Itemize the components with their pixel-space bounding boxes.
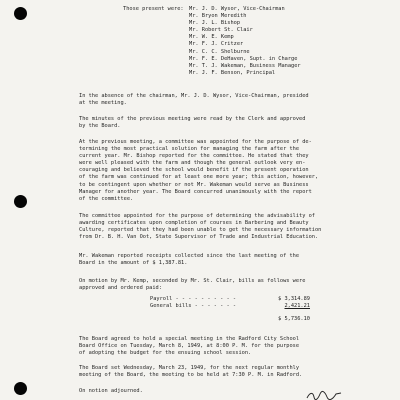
text-line: Board in the amount of $ 1,387.81. <box>79 260 188 267</box>
text-line: The committee appointed for the purpose of determining the advisability of <box>79 213 315 219</box>
paragraph-absence <box>79 93 379 107</box>
attendees-label: Those present were: <box>123 6 184 12</box>
bill-label: General bills - - - - - - - <box>150 303 237 310</box>
text-line: of adopting the budget for the ensuing school session. <box>79 350 252 357</box>
text-line: Manager for another year. The Board concurred unanimously with the report <box>79 188 312 195</box>
attendee-name: Mr. F. E. DeHaven, Supt. in Charge <box>189 55 298 62</box>
paragraph-next-meeting <box>79 365 379 379</box>
punch-hole-top <box>14 7 27 20</box>
text-line: by the Board. <box>79 123 121 130</box>
bill-row-total <box>150 316 310 323</box>
text-line: couraging and believed the school would benefit if the present operation <box>79 167 309 174</box>
text-line: At the previous meeting, a committee was appointed for the purpose of de- <box>79 139 312 145</box>
text-line: On notion adjourned. <box>79 388 143 394</box>
bill-amount: $ 3,314.89 <box>278 296 310 302</box>
text-line: Mr. Wakeman reported receipts collected since the last meeting of the <box>79 253 300 259</box>
paragraph-farm-committee <box>79 139 379 203</box>
attendee-name: Mr. T. J. Wakeman, Business Manager <box>189 62 301 69</box>
text-line: meeting of the Board, the meeting to be held at 7:30 P. M. in Radford. <box>79 372 303 379</box>
bill-label: Payroll - - - - - - - - - - <box>150 296 237 302</box>
text-line: of the farm was continued for at least one more year; this action, however, <box>79 174 319 181</box>
text-line: current year. Mr. Bishop reported for the committee. He stated that they <box>79 153 309 160</box>
text-line: Board Office on Tuesday, March 8, 1949, at 8:00 P. M. for the purpose <box>79 343 300 350</box>
attendees-list <box>189 6 301 77</box>
attendee-name: Mr. J. L. Bishop <box>189 20 241 27</box>
attendee-name: Mr. Robert St. Clair <box>189 27 253 34</box>
bill-row-payroll <box>150 296 310 303</box>
attendees-block <box>123 6 301 77</box>
text-line: awarding certificates upon completion of courses in Barbering and Beauty <box>79 220 309 227</box>
paragraph-minutes <box>79 116 379 130</box>
text-line: Culture, reported that they had been unable to get the necessary information <box>79 227 322 234</box>
punch-hole-middle <box>14 195 27 208</box>
paragraph-receipts <box>79 253 379 267</box>
attendee-name: Mr. J. F. Benson, Principal <box>189 69 276 76</box>
text-line: The Board agreed to hold a special meeting in the Radford City School <box>79 336 300 342</box>
punch-hole-bottom <box>14 382 27 395</box>
text-line: On motion by Mr. Kemp, seconded by Mr. St. Clair, bills as follows were <box>79 278 306 284</box>
text-line: approved and ordered paid: <box>79 285 162 292</box>
text-line: of the committee. <box>79 195 134 202</box>
attendee-name: Mr. Bryon Meredith <box>189 13 247 20</box>
text-line: from Dr. B. H. Van Oot, State Supervisor of Trade and Industrial Education. <box>79 234 319 241</box>
text-line: at the meeting. <box>79 100 127 107</box>
signature-mark <box>306 390 342 400</box>
text-line: termining the most practical solution for managing the farm after the <box>79 146 300 153</box>
bills-table <box>150 296 310 324</box>
attendee-name: Mr. F. J. Critzer <box>189 41 244 48</box>
bill-amount: 2,421.21 <box>284 303 310 310</box>
text-line: The minutes of the previous meeting were read by the Clerk and approved <box>79 116 306 122</box>
text-line: to be contingent upon whether or not Mr. Wakeman would serve as Business <box>79 181 309 188</box>
attendee-name: Mr. J. D. Wysor, Vice-Chairman <box>189 6 285 12</box>
text-line: The Board set Wednesday, March 23, 1949, for the next regular monthly <box>79 365 300 371</box>
bill-row-general <box>150 303 310 310</box>
paragraph-bills-motion <box>79 278 379 292</box>
paragraph-certificates <box>79 213 379 241</box>
text-line: were well pleased with the farm and though the general outlook very en- <box>79 160 306 167</box>
attendee-name: Mr. C. C. Shelburne <box>189 48 250 55</box>
paragraph-special-meeting <box>79 336 379 357</box>
attendee-name: Mr. W. E. Kemp <box>189 34 234 41</box>
text-line: In the absence of the chairman, Mr. J. D. Wysor, Vice-Chairman, presided <box>79 93 309 99</box>
bill-total-amount: $ 5,736.10 <box>278 316 310 323</box>
